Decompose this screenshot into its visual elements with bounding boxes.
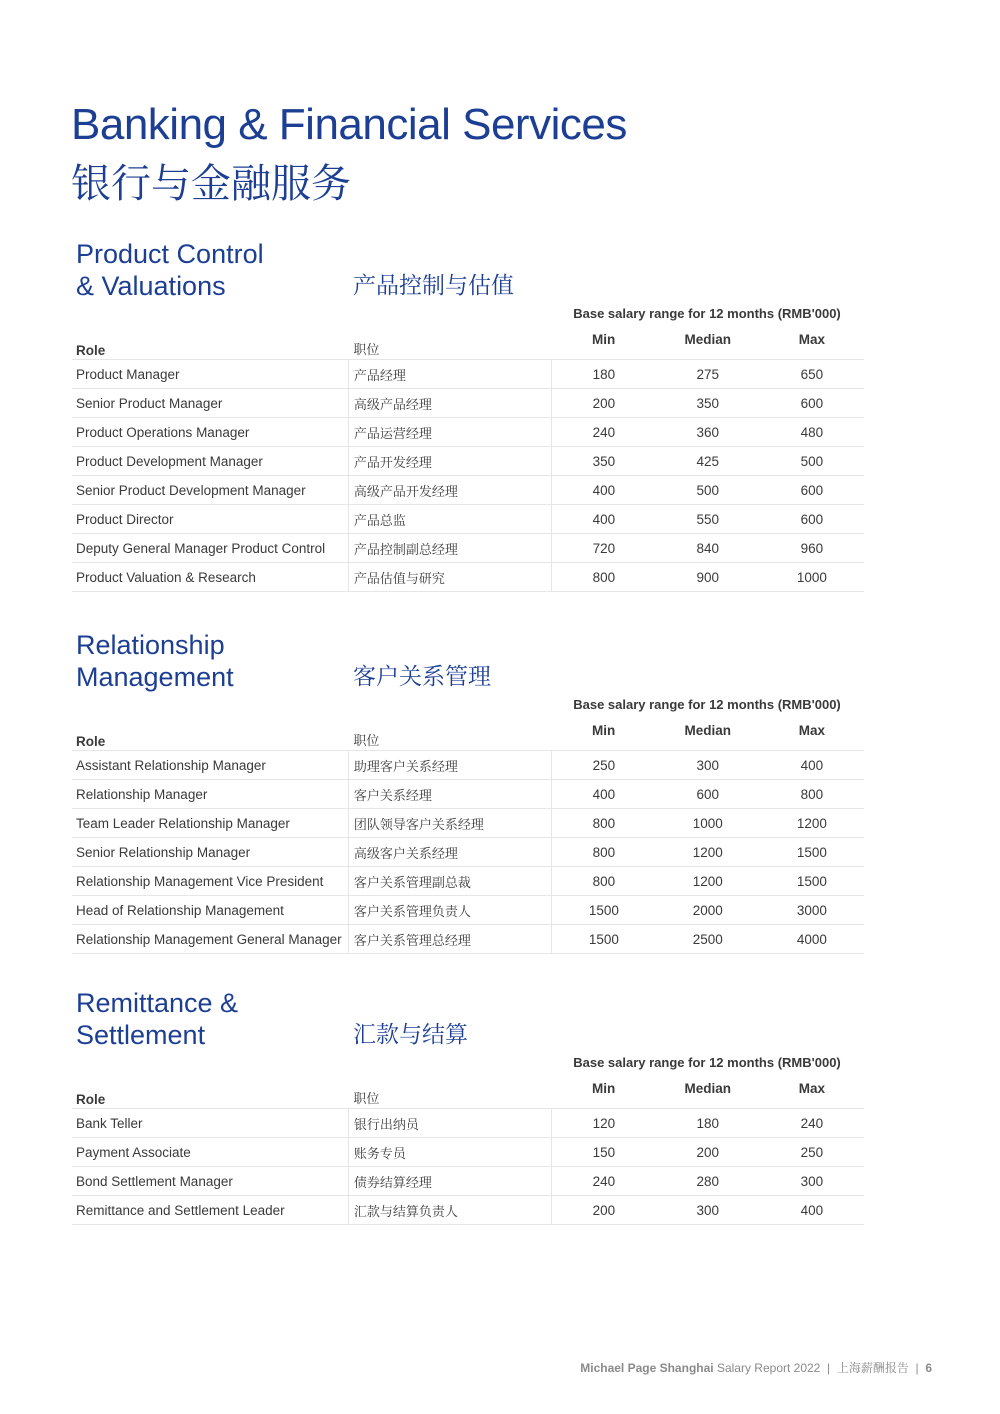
role-chinese-cell: 客户关系经理: [348, 780, 551, 809]
median-salary-cell: 200: [656, 1138, 760, 1167]
role-chinese-cell: 客户关系管理负责人: [348, 896, 551, 925]
section-title-line2: & Valuations: [76, 271, 226, 301]
role-cell: Payment Associate: [72, 1138, 348, 1167]
role-chinese-cell: 产品总监: [348, 505, 551, 534]
median-salary-cell: 275: [656, 360, 760, 389]
role-chinese-cell: 高级产品开发经理: [348, 476, 551, 505]
section-title-chinese: 客户关系管理: [353, 664, 491, 690]
table-row: [72, 1196, 864, 1225]
role-chinese-cell: 产品估值与研究: [348, 563, 551, 592]
min-salary-cell: 150: [552, 1138, 656, 1167]
max-salary-cell: 800: [760, 780, 864, 809]
median-salary-cell: 550: [656, 505, 760, 534]
max-salary-cell: 400: [760, 751, 864, 780]
role-chinese-cell: 团队领导客户关系经理: [348, 809, 551, 838]
role-cell: Relationship Management General Manager: [72, 925, 348, 954]
min-salary-cell: 240: [552, 1167, 656, 1196]
max-salary-cell: 1500: [760, 838, 864, 867]
table-row: [72, 925, 864, 954]
max-salary-cell: 1500: [760, 867, 864, 896]
role-cell: Product Operations Manager: [72, 418, 348, 447]
max-salary-cell: 300: [760, 1167, 864, 1196]
max-salary-cell: 480: [760, 418, 864, 447]
min-salary-cell: 400: [552, 505, 656, 534]
role-chinese-cell: 产品运营经理: [348, 418, 551, 447]
role-cell: Deputy General Manager Product Control: [72, 534, 348, 563]
max-salary-cell: 960: [760, 534, 864, 563]
role-cell: Bond Settlement Manager: [72, 1167, 348, 1196]
table-row: [72, 418, 864, 447]
min-salary-cell: 1500: [552, 925, 656, 954]
role-chinese-cell: 高级产品经理: [348, 389, 551, 418]
median-salary-cell: 840: [656, 534, 760, 563]
role-cell: Product Development Manager: [72, 447, 348, 476]
section-title-line1: Remittance &: [76, 988, 239, 1018]
median-salary-cell: 1000: [656, 809, 760, 838]
min-header: Min: [552, 723, 656, 751]
role-header: Role: [72, 332, 348, 360]
median-salary-cell: 425: [656, 447, 760, 476]
max-header: Max: [760, 332, 864, 360]
median-salary-cell: 500: [656, 476, 760, 505]
max-header: Max: [760, 723, 864, 751]
role-cell: Head of Relationship Management: [72, 896, 348, 925]
salary-table: [72, 1081, 864, 1225]
table-row: [72, 1167, 864, 1196]
min-salary-cell: 720: [552, 534, 656, 563]
median-salary-cell: 900: [656, 563, 760, 592]
median-salary-cell: 280: [656, 1167, 760, 1196]
salary-range-note: Base salary range for 12 months (RMB'000): [573, 1055, 841, 1070]
table-header-row: [72, 723, 864, 751]
role-cell: Senior Relationship Manager: [72, 838, 348, 867]
table-row: [72, 505, 864, 534]
table-row: [72, 476, 864, 505]
max-salary-cell: 4000: [760, 925, 864, 954]
role-chinese-cell: 助理客户关系经理: [348, 751, 551, 780]
role-chinese-header: 职位: [348, 1081, 551, 1109]
role-chinese-cell: 银行出纳员: [348, 1109, 551, 1138]
max-header: Max: [760, 1081, 864, 1109]
min-salary-cell: 800: [552, 867, 656, 896]
salary-table: [72, 332, 864, 592]
table-row: [72, 563, 864, 592]
table-body: [72, 360, 864, 592]
footer-separator: |: [827, 1361, 831, 1375]
median-salary-cell: 180: [656, 1109, 760, 1138]
min-header: Min: [552, 1081, 656, 1109]
min-salary-cell: 200: [552, 389, 656, 418]
min-salary-cell: 200: [552, 1196, 656, 1225]
page-footer: [580, 1359, 932, 1376]
min-salary-cell: 120: [552, 1109, 656, 1138]
salary-range-note: Base salary range for 12 months (RMB'000): [573, 697, 841, 712]
median-salary-cell: 600: [656, 780, 760, 809]
table-row: [72, 867, 864, 896]
role-header: Role: [72, 723, 348, 751]
page-title-chinese: 银行与金融服务: [71, 161, 351, 207]
section-product-control: [0, 238, 1000, 598]
median-salary-cell: 1200: [656, 867, 760, 896]
table-header-row: [72, 332, 864, 360]
section-title: [76, 987, 238, 1051]
table-row: [72, 447, 864, 476]
median-header: Median: [656, 1081, 760, 1109]
median-salary-cell: 2000: [656, 896, 760, 925]
max-salary-cell: 600: [760, 476, 864, 505]
max-salary-cell: 240: [760, 1109, 864, 1138]
max-salary-cell: 3000: [760, 896, 864, 925]
section-remittance-settlement: [0, 987, 1000, 1347]
role-chinese-cell: 汇款与结算负责人: [348, 1196, 551, 1225]
role-cell: Senior Product Manager: [72, 389, 348, 418]
max-salary-cell: 400: [760, 1196, 864, 1225]
table-row: [72, 751, 864, 780]
max-salary-cell: 1200: [760, 809, 864, 838]
median-salary-cell: 300: [656, 1196, 760, 1225]
table-row: [72, 389, 864, 418]
max-salary-cell: 600: [760, 389, 864, 418]
table-row: [72, 1138, 864, 1167]
median-salary-cell: 2500: [656, 925, 760, 954]
role-cell: Relationship Manager: [72, 780, 348, 809]
footer-brand: Michael Page Shanghai: [580, 1361, 714, 1375]
role-header: Role: [72, 1081, 348, 1109]
role-cell: Team Leader Relationship Manager: [72, 809, 348, 838]
role-cell: Product Director: [72, 505, 348, 534]
table-row: [72, 838, 864, 867]
role-cell: Senior Product Development Manager: [72, 476, 348, 505]
median-header: Median: [656, 723, 760, 751]
min-salary-cell: 1500: [552, 896, 656, 925]
footer-report-chinese: 上海薪酬报告: [836, 1361, 909, 1375]
section-title-line1: Product Control: [76, 239, 264, 269]
table-body: [72, 1109, 864, 1225]
role-chinese-header: 职位: [348, 332, 551, 360]
role-cell: Remittance and Settlement Leader: [72, 1196, 348, 1225]
role-chinese-cell: 账务专员: [348, 1138, 551, 1167]
section-relationship-management: [0, 629, 1000, 989]
max-salary-cell: 500: [760, 447, 864, 476]
median-salary-cell: 300: [656, 751, 760, 780]
section-title-chinese: 汇款与结算: [353, 1022, 468, 1048]
page-number: 6: [925, 1361, 932, 1375]
salary-table: [72, 723, 864, 954]
role-chinese-cell: 客户关系管理总经理: [348, 925, 551, 954]
role-chinese-cell: 产品控制副总经理: [348, 534, 551, 563]
min-salary-cell: 250: [552, 751, 656, 780]
min-salary-cell: 800: [552, 563, 656, 592]
min-salary-cell: 800: [552, 838, 656, 867]
role-cell: Assistant Relationship Manager: [72, 751, 348, 780]
min-salary-cell: 240: [552, 418, 656, 447]
page-title: Banking & Financial Services: [71, 100, 627, 149]
table-body: [72, 751, 864, 954]
role-chinese-cell: 客户关系管理副总裁: [348, 867, 551, 896]
table-row: [72, 896, 864, 925]
table-row: [72, 809, 864, 838]
max-salary-cell: 250: [760, 1138, 864, 1167]
section-title-line2: Settlement: [76, 1020, 206, 1050]
table-row: [72, 360, 864, 389]
median-salary-cell: 350: [656, 389, 760, 418]
median-salary-cell: 360: [656, 418, 760, 447]
max-salary-cell: 1000: [760, 563, 864, 592]
salary-range-note: Base salary range for 12 months (RMB'000): [573, 306, 841, 321]
section-title: [76, 238, 264, 302]
role-chinese-cell: 债券结算经理: [348, 1167, 551, 1196]
median-salary-cell: 1200: [656, 838, 760, 867]
section-title-line1: Relationship: [76, 630, 225, 660]
max-salary-cell: 600: [760, 505, 864, 534]
role-cell: Product Manager: [72, 360, 348, 389]
table-row: [72, 1109, 864, 1138]
max-salary-cell: 650: [760, 360, 864, 389]
min-salary-cell: 800: [552, 809, 656, 838]
section-title-chinese: 产品控制与估值: [353, 273, 514, 299]
role-cell: Product Valuation & Research: [72, 563, 348, 592]
footer-report: Salary Report 2022: [716, 1361, 821, 1375]
table-header-row: [72, 1081, 864, 1109]
role-chinese-header: 职位: [348, 723, 551, 751]
section-title-line2: Management: [76, 662, 234, 692]
section-title: [76, 629, 234, 693]
min-salary-cell: 180: [552, 360, 656, 389]
role-cell: Relationship Management Vice President: [72, 867, 348, 896]
footer-separator: |: [915, 1361, 919, 1375]
role-chinese-cell: 高级客户关系经理: [348, 838, 551, 867]
role-chinese-cell: 产品开发经理: [348, 447, 551, 476]
table-row: [72, 534, 864, 563]
role-chinese-cell: 产品经理: [348, 360, 551, 389]
min-salary-cell: 400: [552, 780, 656, 809]
min-salary-cell: 400: [552, 476, 656, 505]
role-cell: Bank Teller: [72, 1109, 348, 1138]
median-header: Median: [656, 332, 760, 360]
min-header: Min: [552, 332, 656, 360]
min-salary-cell: 350: [552, 447, 656, 476]
table-row: [72, 780, 864, 809]
